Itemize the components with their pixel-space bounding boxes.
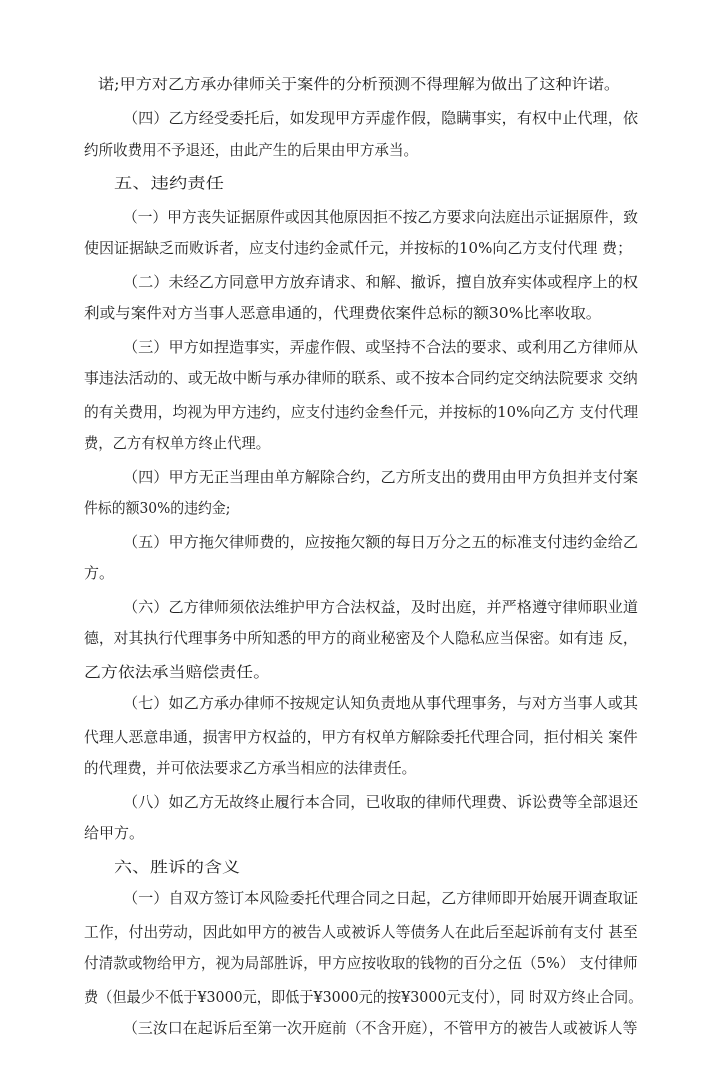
text-line: （五）甲方拖欠律师费的，应按拖欠额的每日万分之五的标准支付违约金给乙 xyxy=(123,533,639,551)
text-line: 约所收费用不予退还，由此产生的后果由甲方承当。 xyxy=(84,141,419,159)
text-line: （三）甲方如捏造事实，弄虚作假、或坚持不合法的要求、或利用乙方律师从 xyxy=(123,338,639,356)
text-line: （七）如乙方承办律师不按规定认知负责地从事代理事务，与对方当事人或其 xyxy=(123,694,639,712)
text-line: 件标的额30%的违约金; xyxy=(84,499,231,517)
text-line: （一）甲方丧失证据原件或因其他原因拒不按乙方要求向法庭出示证据原件，致 xyxy=(123,208,639,226)
text-line: 方。 xyxy=(84,564,115,582)
text-line: （二）未经乙方同意甲方放弃请求、和解、撤诉，擅自放弃实体或程序上的权 xyxy=(123,273,639,291)
text-line: 费，乙方有权单方终止代理。 xyxy=(84,434,271,452)
section-heading: 五、违约责任 xyxy=(114,174,225,192)
text-line: 的有关费用，均视为甲方违约，应支付违约金叁仟元，并按标的10%向乙方 支付代理 xyxy=(84,403,639,421)
text-line: （八）如乙方无故终止履行本合同，已收取的律师代理费、诉讼费等全部退还 xyxy=(123,793,639,811)
section-heading: 六、胜诉的含义 xyxy=(114,858,241,876)
text-line: （六）乙方律师须依法维护甲方合法权益，及时出庭，并严格遵守律师职业道 xyxy=(123,598,639,616)
text-line: （三汝口在起诉后至第一次开庭前（不含开庭），不管甲方的被告人或被诉人等 xyxy=(123,1019,638,1037)
text-line: 付清款或物给甲方，视为局部胜诉，甲方应按收取的钱物的百分之伍（5%） 支付律师 xyxy=(84,954,638,972)
text-line: 德，对其执行代理事务中所知悉的甲方的商业秘密及个人隐私应当保密。如有违 反， xyxy=(84,629,638,647)
text-line: 诺;甲方对乙方承办律师关于案件的分析预测不得理解为做出了这种许诺。 xyxy=(98,75,621,93)
text-line: 代理人恶意串通，损害甲方权益的，甲方有权单方解除委托代理合同，拒付相关 案件 xyxy=(84,728,638,746)
text-line: 事违法活动的、或无故中断与承办律师的联系、或不按本合同约定交纳法院要求 交纳 xyxy=(84,369,638,387)
text-line: （一）自双方签订本风险委托代理合同之日起，乙方律师即开始展开调查取证 xyxy=(123,889,639,907)
text-line: 给甲方。 xyxy=(84,824,145,842)
text-line: 工作，付出劳动，因此如甲方的被告人或被诉人等债务人在此后至起诉前有支付 甚至 xyxy=(84,923,638,941)
text-line: 的代理费，并可依法要求乙方承当相应的法律责任。 xyxy=(84,759,417,777)
text-line: 费（但最少不低于¥3000元，即低于¥3000元的按¥3000元支付），同 时双方终止合同。 xyxy=(84,988,643,1006)
text-line: 使因证据缺乏而败诉者，应支付违约金贰仟元，并按标的10%向乙方支付代理 费； xyxy=(84,239,633,257)
text-line: （四）乙方经受委托后，如发现甲方弄虚作假，隐瞒事实，有权中止代理，依 xyxy=(123,109,639,127)
text-line: 乙方依法承当赔偿责任。 xyxy=(84,663,271,681)
text-line: 利或与案件对方当事人恶意串通的，代理费依案件总标的额30%比率收取。 xyxy=(84,304,602,322)
text-line: （四）甲方无正当理由单方解除合约，乙方所支出的费用由甲方负担并支付案 xyxy=(123,468,639,486)
